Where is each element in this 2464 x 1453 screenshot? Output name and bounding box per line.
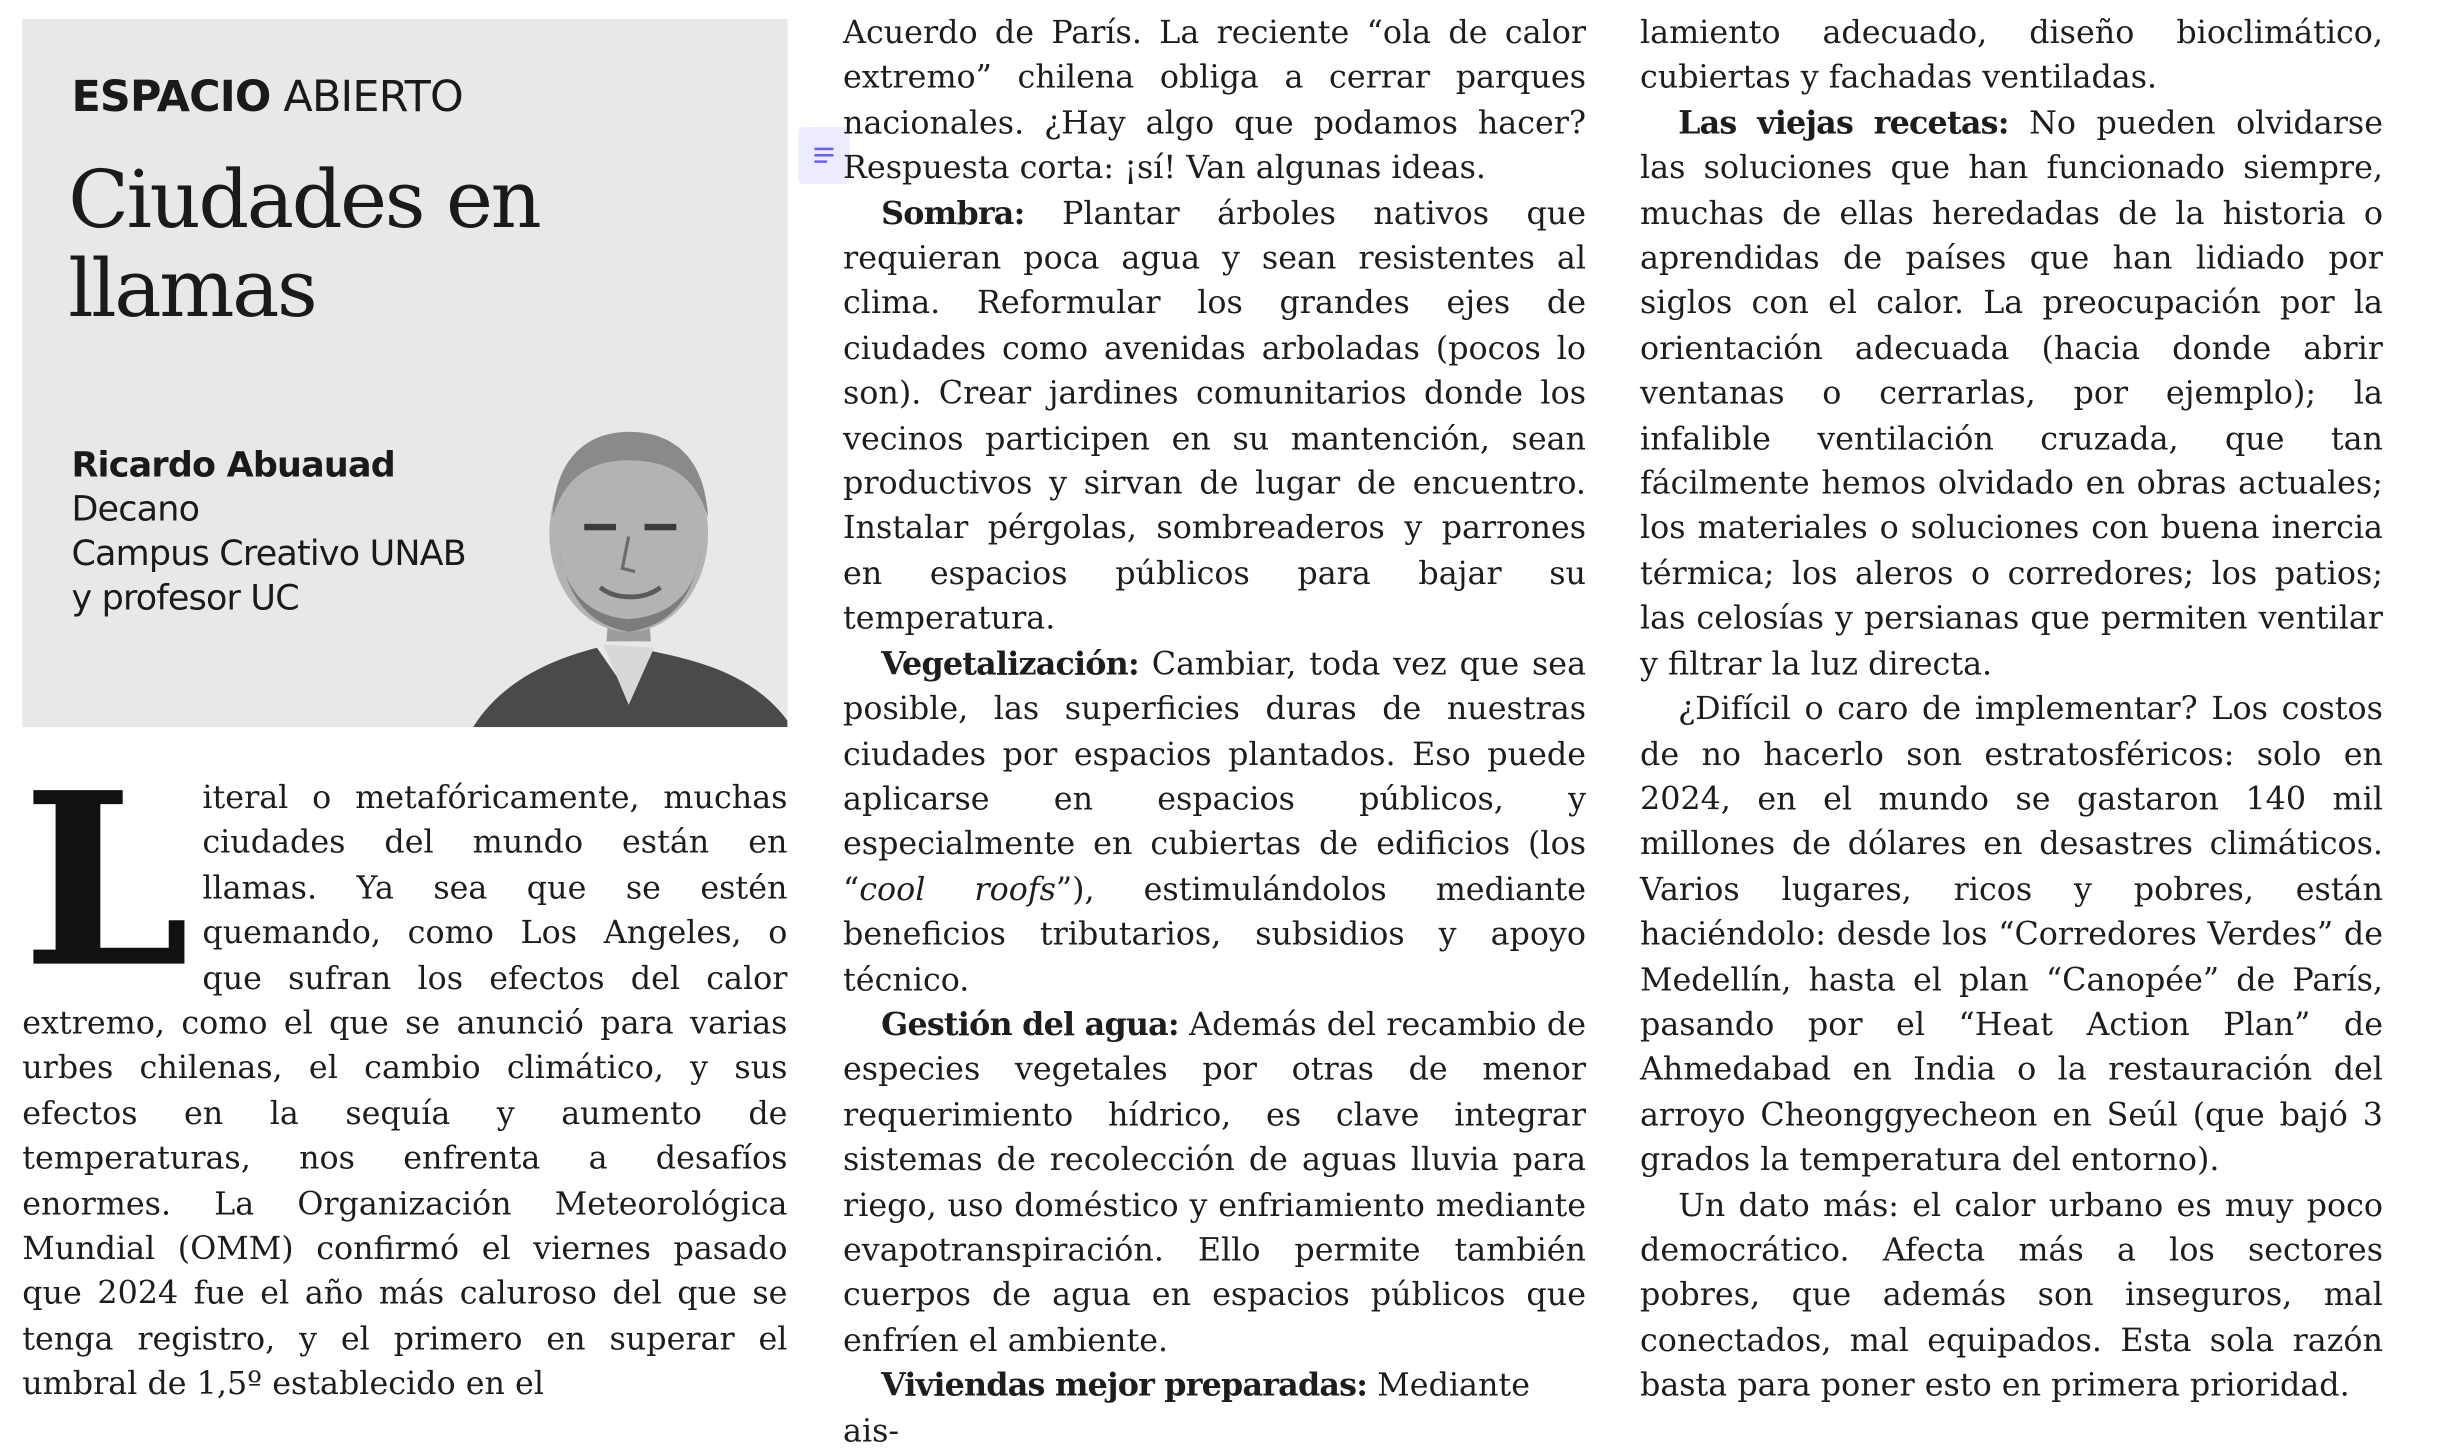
vegetalizacion-text-a: Cambiar, toda vez que sea posible, las superficies duras de nuestras ciudades por espacios plantados. Eso puede aplicarse en espacios públicos, y especialmente en cubiertas de edificios (los “: [843, 644, 1587, 908]
column-2: [843, 10, 1586, 1453]
viviendas-continuation: lamiento adecuado, diseño bioclimático, cubiertas y fachadas ventiladas.: [1639, 12, 2383, 96]
note-lines-glyph: [811, 144, 836, 166]
author-role-1: Decano: [71, 490, 200, 531]
cool-roofs-italic: cool roofs: [859, 869, 1056, 908]
vegetalizacion-text-b: ”), estimulándolos mediante beneficios tributarios, subsidios y apoyo técnico.: [843, 869, 1587, 998]
author-name: Ricardo Abuauad: [71, 446, 395, 486]
vegetalizacion-title: Vegetalización:: [881, 644, 1139, 683]
author-block: [71, 445, 466, 623]
note-lines-icon[interactable]: [799, 127, 850, 184]
intro-text: iteral o metafóricamente, muchas ciudades del mundo están en llamas. Ya sea que se estén quemando, como Los Angeles, o que sufran los efectos del calor extremo, como el que se anunció para varias urbes chilenas, el cambio climático, y sus efectos en la sequía y aumento de temperaturas, nos enfrenta a desafíos enormes. La Organización Meteorológica Mundial (OMM) confirmó el viernes pasado que 2024 fue el año más caluroso del que se tenga registro, y el primero en superar el umbral de 1,5º establecido en el: [22, 777, 788, 1403]
agua-paragraph: [843, 1002, 1586, 1363]
intro-continuation: Acuerdo de París. La reciente “ola de calor extremo” chilena obliga a cerrar parques nacionales. ¿Hay algo que podamos hacer? Respuesta corta: ¡sí! Van algunas ideas.: [843, 12, 1587, 187]
viviendas-title: Viviendas mejor preparadas:: [881, 1365, 1368, 1404]
recetas-text: No pueden olvidarse las soluciones que han funcionado siempre, muchas de ellas heredadas de la historia o aprendidas de países que han lidiado por siglos con el calor. La preocupación por la orientación adecuada (hacia donde abrir ventanas o cerrarlas, por ejemplo); la infalible ventilación cruzada, que tan fácilmente hemos olvidado en obras actuales; los materiales o soluciones con buena inercia térmica; los aleros o corredores; los patios; las celosías y persianas que permiten ventilar y filtrar la luz directa.: [1639, 102, 2384, 683]
sombra-text: Plantar árboles nativos que requieran poca agua y sean resistentes al clima. Reformular los grandes ejes de ciudades como avenidas arboladas (pocos lo son). Crear jardines comunitarios donde los vecinos participen en su mantención, sean productivos y sirvan de lugar de encuentro. Instalar pérgolas, sombreaderos y parrones en espacios públicos para bajar su temperatura.: [843, 193, 1587, 638]
header-box: [22, 19, 787, 727]
viviendas-text: Mediante ais-: [843, 1365, 1530, 1449]
author-role-3: y profesor UC: [71, 579, 299, 620]
kicker-bold: ESPACIO: [71, 73, 271, 123]
headline: Ciudades en llamas: [68, 153, 540, 335]
sombra-title: Sombra:: [881, 193, 1025, 232]
section-kicker: [71, 73, 462, 122]
viviendas-paragraph: [843, 1362, 1586, 1452]
kicker-rest: ABIERTO: [283, 73, 463, 123]
vegetalizacion-paragraph: [843, 641, 1586, 1002]
author-role-2: Campus Creativo UNAB: [71, 535, 466, 575]
sombra-paragraph: [843, 190, 1586, 641]
agua-text: Además del recambio de especies vegetales por otras de menor requerimiento hídrico, es clave integrar sistemas de recolección de aguas lluvia para riego, uso doméstico y enfriamiento mediante evapotranspiración. Ello permite también cuerpos de agua en espacios públicos que enfríen el ambiente.: [843, 1004, 1587, 1359]
column-3: [1640, 10, 2383, 1408]
agua-title: Gestión del agua:: [881, 1004, 1179, 1043]
dato-paragraph: Un dato más: el calor urbano es muy poco democrático. Afecta más a los sectores pobres, que además son inseguros, mal conectados, mal equipados. Esta sola razón basta para poner esto en primera prioridad.: [1639, 1185, 2383, 1404]
recetas-title: Las viejas recetas:: [1678, 102, 2009, 141]
author-portrait: [473, 394, 787, 727]
costos-paragraph: ¿Difícil o caro de implementar? Los costos de no hacerlo son estratosféricos: solo en 2024, en el mundo se gastaron 140 mil millones de dólares en desastres climáticos. Varios lugares, ricos y pobres, están haciéndolo: desde los “Corredores Verdes” de Medellín, hasta el plan “Canopée” de París, pasando por el “Heat Action Plan” de Ahmedabad en India o la restauración del arroyo Cheonggyecheon en Seúl (que bajó 3 grados la temperatura del entorno).: [1639, 689, 2383, 1179]
column-1: [22, 741, 788, 1406]
intro-paragraph: [22, 741, 788, 1406]
recetas-paragraph: [1640, 100, 2383, 686]
drop-cap: L: [22, 741, 190, 1021]
